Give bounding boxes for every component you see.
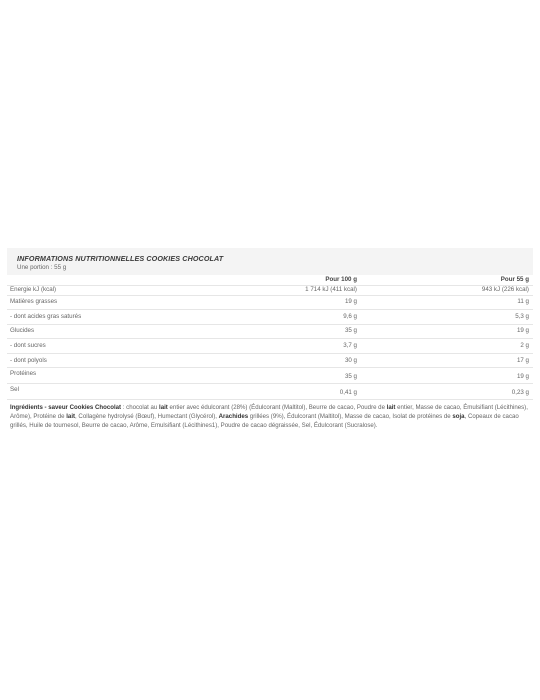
value-per100: 35 g xyxy=(181,324,361,339)
allergen-arachides: Arachides xyxy=(218,413,249,421)
column-header-label xyxy=(7,275,181,285)
table-row xyxy=(7,353,533,368)
ingredients-heading: Ingrédients - saveur Cookies Chocolat xyxy=(10,404,122,412)
ingredients-text xyxy=(7,400,533,430)
table-row xyxy=(7,295,533,310)
row-label: Sel xyxy=(7,384,181,400)
value-per100: 19 g xyxy=(181,295,361,310)
value-per100: 9,6 g xyxy=(181,310,361,325)
allergen-lait: lait xyxy=(159,404,168,412)
value-per55: 5,3 g xyxy=(361,310,533,325)
table-row xyxy=(7,324,533,339)
value-per55: 2 g xyxy=(361,339,533,354)
ingredients-segment: entier avec édulcorant (28%) (Édulcorant (Maltitol), Beurre de cacao, Poudre de xyxy=(167,404,387,412)
column-header-per100: Pour 100 g xyxy=(181,275,361,285)
value-per55: 11 g xyxy=(361,295,533,310)
ingredients-segment: grillées (9%), Édulcorant (Maltitol), Masse de cacao, Isolat de protéines de xyxy=(248,413,453,421)
nutrition-table xyxy=(7,275,533,400)
row-label: Glucides xyxy=(7,324,181,339)
table-row xyxy=(7,384,533,400)
value-per100: 35 g xyxy=(181,368,361,384)
column-header-per55: Pour 55 g xyxy=(361,275,533,285)
table-row xyxy=(7,310,533,325)
allergen-lait: lait xyxy=(66,413,76,421)
allergen-lait: lait xyxy=(386,404,396,412)
row-label: - dont acides gras saturés xyxy=(7,310,181,325)
portion-size: Une portion : 55 g xyxy=(17,264,67,271)
ingredients-segment: , Collagène hydrolysé (Bœuf), Humectant (Glycérol), xyxy=(75,413,219,421)
value-per100: 0,41 g xyxy=(181,384,361,400)
row-label: Matières grasses xyxy=(7,295,181,310)
nutrition-panel xyxy=(7,248,533,448)
value-per100: 30 g xyxy=(181,353,361,368)
table-row xyxy=(7,339,533,354)
value-per55: 19 g xyxy=(361,324,533,339)
allergen-soja: soja xyxy=(452,413,465,421)
nutrition-header xyxy=(7,248,533,275)
value-per55: 0,23 g xyxy=(361,384,533,400)
row-label: - dont polyols xyxy=(7,353,181,368)
nutrition-title: INFORMATIONS NUTRITIONNELLES COOKIES CHOCOLAT xyxy=(17,254,224,263)
value-per100: 3,7 g xyxy=(181,339,361,354)
table-row xyxy=(7,368,533,384)
table-header-row xyxy=(7,275,533,285)
table-row xyxy=(7,285,533,295)
row-label: Energie kJ (kcal) xyxy=(7,285,181,295)
value-per55: 19 g xyxy=(361,368,533,384)
ingredients-segment: , Copeaux de cacao grillés, Huile de tournesol, Beurre de cacao, Arôme, Emulsifiant (Lécithines1), Poudre de cacao dégraissée, Sel, Édulcorant (Sucralose). xyxy=(10,413,519,429)
value-per55: 943 kJ (226 kcal) xyxy=(361,285,533,295)
row-label: Protéines xyxy=(7,368,181,384)
row-label: - dont sucres xyxy=(7,339,181,354)
ingredients-segment: : chocolat au xyxy=(121,404,160,412)
value-per55: 17 g xyxy=(361,353,533,368)
value-per100: 1 714 kJ (411 kcal) xyxy=(181,285,361,295)
ingredients-segment: entier, Masse de cacao, Émulsifiant (Lécithines), Arôme), Protéine de xyxy=(10,404,528,421)
